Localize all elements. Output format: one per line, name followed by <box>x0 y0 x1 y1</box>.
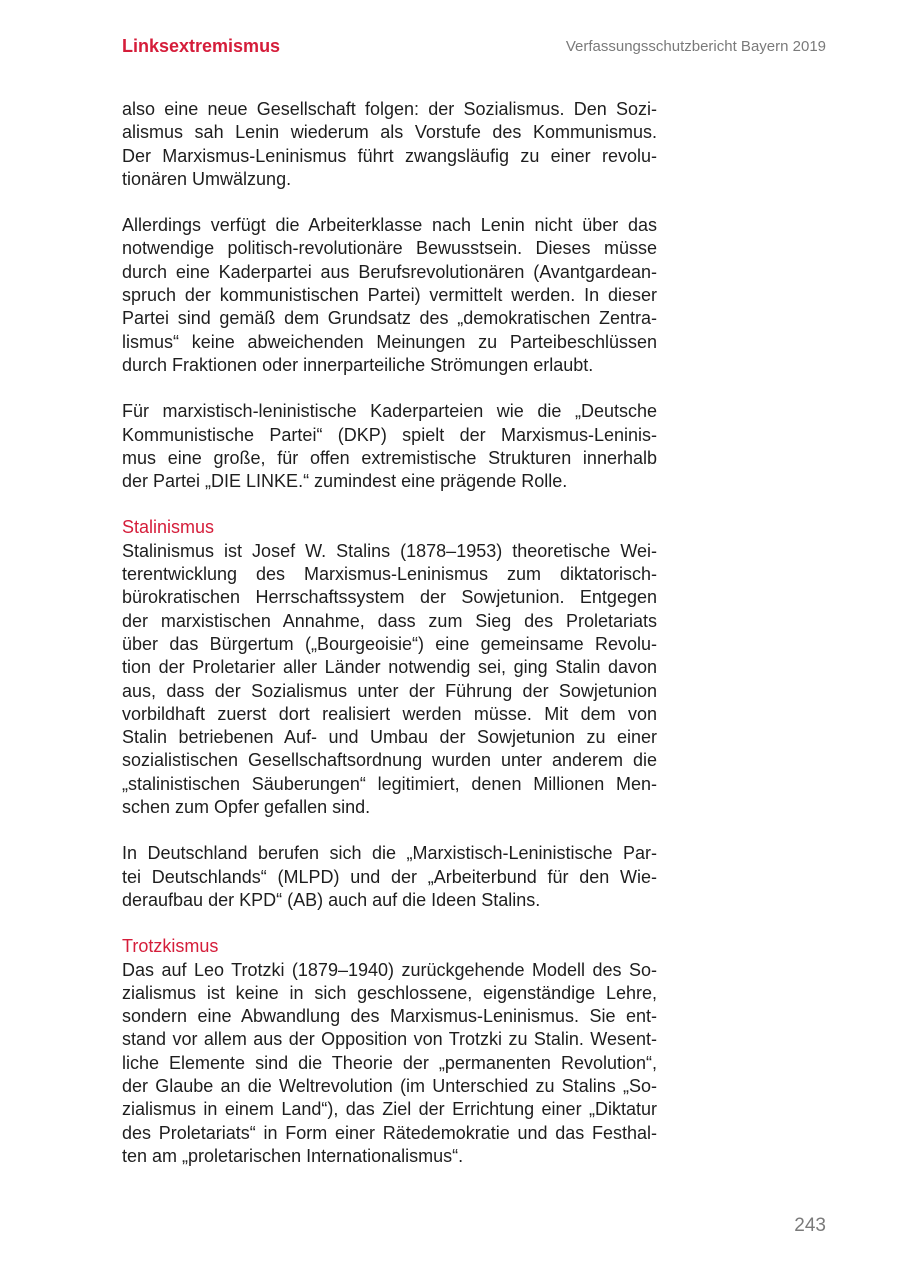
text-line: durch eine Kaderpartei aus Berufsrevolutionären (Avantgardean- <box>122 261 657 282</box>
text-line: aus, dass der Sozialismus unter der Führung der Sowjetunion <box>122 680 657 701</box>
text-line: tion der Proletarier aller Länder notwendig sei, ging Stalin davon <box>122 657 657 678</box>
paragraph <box>122 842 657 912</box>
text-line: über das Bürgertum („Bourgeoisie“) eine gemeinsame Revolu- <box>122 633 657 654</box>
text-line: schen zum Opfer gefallen sind. <box>122 797 371 818</box>
text-line: durch Fraktionen oder innerparteiliche Strömungen erlaubt. <box>122 354 594 375</box>
text-line: also eine neue Gesellschaft folgen: der Sozialismus. Den Sozi- <box>122 99 657 119</box>
text-line: liche Elemente sind die Theorie der „permanenten Revolution“, <box>122 1052 657 1073</box>
paragraph <box>122 935 657 1168</box>
text-line: stand vor allem aus der Opposition von Trotzki zu Stalin. Wesent- <box>122 1029 657 1050</box>
text-line: zialismus ist keine in sich geschlossene, eigenständige Lehre, <box>122 982 657 1003</box>
text-line: vorbildhaft zuerst dort realisiert werden müsse. Mit dem von <box>122 703 657 724</box>
text-line: sozialistischen Gesellschaftsordnung wurden unter anderem die <box>122 750 657 771</box>
text-line: der Glaube an die Weltrevolution (im Unterschied zu Stalins „So- <box>122 1075 657 1096</box>
text-line: mus eine große, für offen extremistische Strukturen innerhalb <box>122 447 657 468</box>
text-line: ten am „proletarischen Internationalismus“. <box>122 1145 464 1166</box>
text-line: terentwicklung des Marxismus-Leninismus zum diktatorisch- <box>122 564 657 585</box>
text-line: Für marxistisch-leninistische Kaderparteien wie die „Deutsche <box>122 401 657 422</box>
text-line: der Partei „DIE LINKE.“ zumindest eine prägende Rolle. <box>122 471 568 492</box>
running-head-publication: Verfassungsschutzbericht Bayern 2019 <box>565 38 826 55</box>
paragraph <box>122 214 657 377</box>
body-text <box>122 98 657 1191</box>
text-line: zialismus in einem Land“), das Ziel der Errichtung einer „Diktatur <box>122 1099 657 1120</box>
text-line: bürokratischen Herrschaftssystem der Sowjetunion. Entgegen <box>122 587 657 608</box>
text-line: „stalinistischen Säuberungen“ legitimiert, denen Millionen Men- <box>122 773 657 794</box>
text-line: spruch der kommunistischen Partei) vermittelt werden. In dieser <box>122 285 657 306</box>
text-line: In Deutschland berufen sich die „Marxistisch-Leninistische Par- <box>122 843 657 864</box>
paragraph <box>122 98 657 191</box>
text-line: Stalinismus ist Josef W. Stalins (1878–1953) theoretische Wei- <box>122 540 657 561</box>
section-heading: Trotzkismus <box>122 936 219 957</box>
text-line: deraufbau der KPD“ (AB) auch auf die Ideen Stalins. <box>122 889 541 910</box>
running-head-section: Linksextremismus <box>122 36 281 56</box>
text-line: tionären Umwälzung. <box>122 168 292 189</box>
paragraph <box>122 400 657 493</box>
text-line: alismus sah Lenin wiederum als Vorstufe des Kommunismus. <box>122 122 657 143</box>
text-line: tei Deutschlands“ (MLPD) und der „Arbeiterbund für den Wie- <box>122 866 657 887</box>
text-line: Partei sind gemäß dem Grundsatz des „demokratischen Zentra- <box>122 308 657 329</box>
text-line: des Proletariats“ in Form einer Rätedemokratie und das Festhal- <box>122 1122 657 1143</box>
text-line: Der Marxismus-Leninismus führt zwangsläufig zu einer revolu- <box>122 145 657 166</box>
text-line: sondern eine Abwandlung des Marxismus-Leninismus. Sie ent- <box>122 1006 657 1027</box>
text-line: Kommunistische Partei“ (DKP) spielt der Marxismus-Leninis- <box>122 424 657 445</box>
text-line: lismus“ keine abweichenden Meinungen zu Parteibeschlüssen <box>122 331 657 352</box>
text-line: Stalin betriebenen Auf- und Umbau der Sowjetunion zu einer <box>122 727 657 748</box>
section-heading: Stalinismus <box>122 517 215 538</box>
text-line: der marxistischen Annahme, dass zum Sieg des Proletariats <box>122 610 657 631</box>
text-line: Allerdings verfügt die Arbeiterklasse nach Lenin nicht über das <box>122 215 657 236</box>
page-number: 243 <box>794 1215 826 1236</box>
text-line: Das auf Leo Trotzki (1879–1940) zurückgehende Modell des So- <box>122 959 657 980</box>
paragraph <box>122 516 657 819</box>
text-line: notwendige politisch-revolutionäre Bewusstsein. Dieses müsse <box>122 238 657 259</box>
